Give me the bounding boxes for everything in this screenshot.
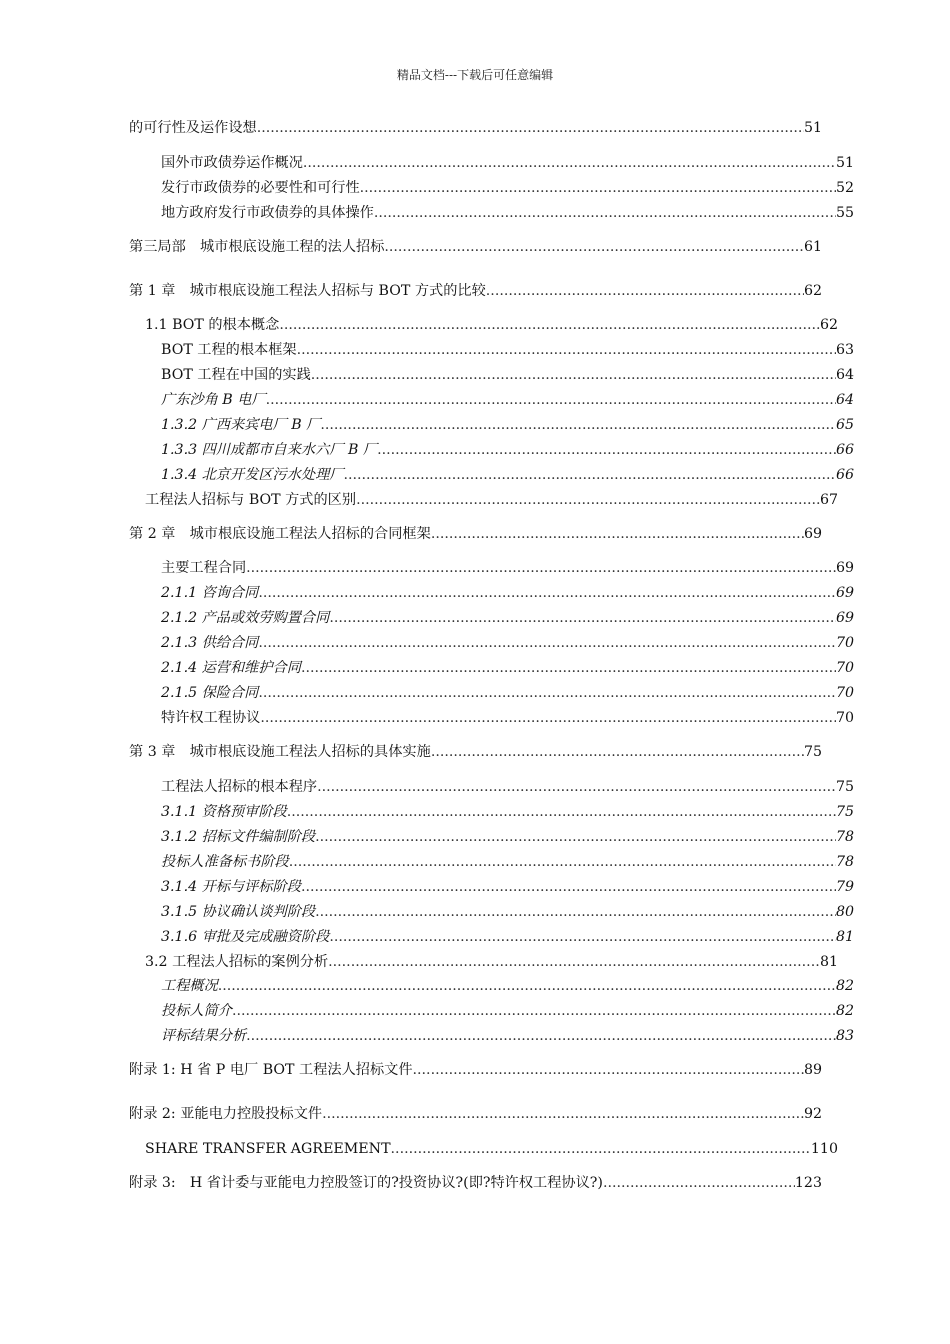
toc-entry-page-number: 70 [835,660,854,676]
toc-entry-page-number: 51 [803,120,822,136]
toc-dot-leader [320,415,836,435]
toc-entry-title: 第三局部 城市根底设施工程的法人招标 [129,239,385,255]
toc-entry-page-number: 64 [835,367,854,383]
toc-entry-title: 1.3.4 北京开发区污水处理厂 [161,467,344,483]
toc-entry-page-number: 69 [803,526,822,542]
toc-entry-page-number: 70 [835,635,854,651]
toc-entry[interactable] [129,415,854,435]
toc-dot-leader [258,633,836,653]
toc-entry-title: 广东沙角 B 电厂 [161,392,266,408]
toc-entry-title: 第 2 章 城市根底设施工程法人招标的合同框架 [129,526,431,542]
toc-entry-page-number: 123 [794,1175,822,1191]
toc-entry-title: 附录 2: 亚能电力控股投标文件 [129,1106,323,1122]
toc-entry-page-number: 78 [835,854,854,870]
toc-entry[interactable] [129,118,822,138]
toc-dot-leader [384,237,804,257]
toc-entry-title: 3.1.1 资格预审阶段 [161,804,287,820]
toc-entry[interactable] [129,558,854,578]
toc-entry[interactable] [129,465,854,485]
toc-entry[interactable] [129,1001,854,1021]
toc-entry-title: 3.1.5 协议确认谈判阶段 [161,904,316,920]
toc-entry-page-number: 80 [835,904,854,920]
toc-entry[interactable] [129,852,854,872]
toc-entry[interactable] [129,976,854,996]
toc-entry-title: 3.1.2 招标文件编制阶段 [161,829,316,845]
toc-entry-page-number: 69 [835,585,854,601]
toc-entry[interactable] [129,608,854,628]
toc-entry-title: 附录 1: H 省 P 电厂 BOT 工程法人招标文件 [129,1062,413,1078]
toc-entry-title: 附录 3: H 省计委与亚能电力控股签订的?投资协议?(即?特许权工程协议?) [129,1175,603,1191]
toc-dot-leader [374,203,836,223]
toc-entry[interactable] [129,178,854,198]
toc-entry-page-number: 110 [810,1141,838,1157]
toc-entry[interactable] [129,281,822,301]
toc-entry-title: 3.1.4 开标与评标阶段 [161,879,301,895]
toc-entry-title: BOT 工程的根本框架 [161,342,297,358]
toc-dot-leader [218,976,836,996]
toc-entry-page-number: 64 [835,392,854,408]
toc-entry-page-number: 82 [835,978,854,994]
toc-entry-page-number: 92 [803,1106,822,1122]
toc-entry-title: 1.3.2 广西来宾电厂 B 厂 [161,417,321,433]
toc-dot-leader [266,390,836,410]
toc-dot-leader [258,583,836,603]
toc-entry-page-number: 62 [819,317,838,333]
toc-dot-leader [391,1139,811,1159]
toc-entry-page-number: 66 [835,467,854,483]
toc-entry-page-number: 75 [803,744,822,760]
toc-entry-page-number: 78 [835,829,854,845]
toc-dot-leader [301,877,836,897]
toc-entry-page-number: 83 [835,1028,854,1044]
toc-entry[interactable] [129,1060,822,1080]
toc-dot-leader [232,1001,836,1021]
toc-entry-page-number: 67 [819,492,838,508]
toc-dot-leader [287,802,836,822]
toc-entry[interactable] [129,524,822,544]
toc-dot-leader [303,153,836,173]
toc-entry-page-number: 51 [835,155,854,171]
toc-entry[interactable] [129,633,854,653]
toc-dot-leader [246,1026,836,1046]
toc-entry[interactable] [129,777,854,797]
toc-entry-page-number: 62 [803,283,822,299]
toc-entry-page-number: 81 [819,954,838,970]
toc-entry-page-number: 70 [835,710,854,726]
toc-entry-title: 评标结果分析 [161,1028,247,1044]
toc-entry-page-number: 69 [835,610,854,626]
toc-entry-title: 主要工程合同 [161,560,247,576]
toc-entry-page-number: 82 [835,1003,854,1019]
toc-entry[interactable] [129,1026,854,1046]
toc-entry[interactable] [129,902,854,922]
toc-entry-page-number: 81 [835,929,854,945]
toc-entry-page-number: 70 [835,685,854,701]
toc-dot-leader [344,465,836,485]
toc-entry[interactable] [129,1139,838,1159]
toc-entry-page-number: 69 [835,560,854,576]
toc-entry[interactable] [129,315,838,335]
toc-entry-page-number: 66 [835,442,854,458]
toc-entry[interactable] [129,827,854,847]
toc-entry-title: 发行市政债券的必要性和可行性 [161,180,360,196]
toc-dot-leader [289,852,836,872]
toc-entry[interactable] [129,153,854,173]
toc-dot-leader [311,365,836,385]
toc-entry-title: SHARE TRANSFER AGREEMENT [145,1141,391,1157]
toc-entry-title: 地方政府发行市政债券的具体操作 [161,205,374,221]
toc-entry[interactable] [129,1173,822,1193]
toc-dot-leader [301,658,836,678]
toc-entry[interactable] [129,683,854,703]
toc-dot-leader [279,315,820,335]
toc-entry-title: 2.1.2 产品或效劳购置合同 [161,610,330,626]
toc-entry-title: 1.3.3 四川成都市自来水六厂 B 厂 [161,442,378,458]
toc-entry[interactable] [129,952,838,972]
toc-entry[interactable] [129,390,854,410]
toc-entry-page-number: 63 [835,342,854,358]
toc-entry-title: 3.2 工程法人招标的案例分析 [145,954,329,970]
toc-entry-title: 3.1.6 审批及完成融资阶段 [161,929,330,945]
toc-dot-leader [431,524,804,544]
toc-entry-page-number: 61 [803,239,822,255]
toc-entry-title: 投标人简介 [161,1003,232,1019]
toc-entry[interactable] [129,658,854,678]
toc-entry-page-number: 89 [803,1062,822,1078]
toc-entry-title: 2.1.1 咨询合同 [161,585,259,601]
toc-entry[interactable] [129,1104,822,1124]
toc-dot-leader [329,608,836,628]
toc-entry-title: 特许权工程协议 [161,710,261,726]
toc-dot-leader [329,927,836,947]
toc-entry[interactable] [129,742,822,762]
toc-entry-page-number: 79 [835,879,854,895]
toc-entry-page-number: 75 [835,804,854,820]
toc-entry-title: 国外市政债券运作概况 [161,155,303,171]
toc-entry[interactable] [129,203,854,223]
toc-entry-title: 2.1.4 运营和维护合同 [161,660,301,676]
toc-entry-title: BOT 工程在中国的实践 [161,367,311,383]
toc-dot-leader [603,1173,795,1193]
toc-entry[interactable] [129,802,854,822]
toc-dot-leader [328,952,820,972]
toc-dot-leader [315,902,836,922]
toc-entry[interactable] [129,490,838,510]
toc-entry-title: 的可行性及运作设想 [129,120,257,136]
toc-dot-leader [431,742,804,762]
toc-dot-leader [315,827,836,847]
toc-dot-leader [297,340,836,360]
toc-entry[interactable] [129,340,854,360]
toc-entry[interactable] [129,877,854,897]
toc-entry-title: 2.1.3 供给合同 [161,635,259,651]
toc-dot-leader [486,281,804,301]
toc-dot-leader [356,490,820,510]
toc-dot-leader [257,118,804,138]
toc-entry-page-number: 75 [835,779,854,795]
toc-entry[interactable] [129,708,854,728]
toc-entry-title: 第 1 章 城市根底设施工程法人招标与 BOT 方式的比较 [129,283,486,299]
toc-entry-title: 2.1.5 保险合同 [161,685,259,701]
toc-entry-title: 第 3 章 城市根底设施工程法人招标的具体实施 [129,744,431,760]
page-header: 精品文档---下载后可任意编辑 [396,68,554,82]
toc-entry[interactable] [129,583,854,603]
toc-entry-title: 工程法人招标的根本程序 [161,779,318,795]
toc-entry-page-number: 65 [835,417,854,433]
toc-dot-leader [322,1104,804,1124]
toc-entry-title: 1.1 BOT 的根本概念 [145,317,280,333]
toc-dot-leader [360,178,836,198]
toc-dot-leader [377,440,836,460]
toc-dot-leader [258,683,836,703]
toc-dot-leader [246,558,836,578]
toc-entry-title: 工程法人招标与 BOT 方式的区别 [145,492,357,508]
toc-dot-leader [260,708,836,728]
toc-entry[interactable] [129,927,854,947]
toc-entry[interactable] [129,237,822,257]
toc-entry[interactable] [129,440,854,460]
toc-entry-title: 投标人准备标书阶段 [161,854,289,870]
toc-entry[interactable] [129,365,854,385]
toc-entry-page-number: 55 [835,205,854,221]
toc-entry-page-number: 52 [835,180,854,196]
toc-dot-leader [413,1060,804,1080]
toc-entry-title: 工程概况 [161,978,218,994]
toc-dot-leader [317,777,836,797]
